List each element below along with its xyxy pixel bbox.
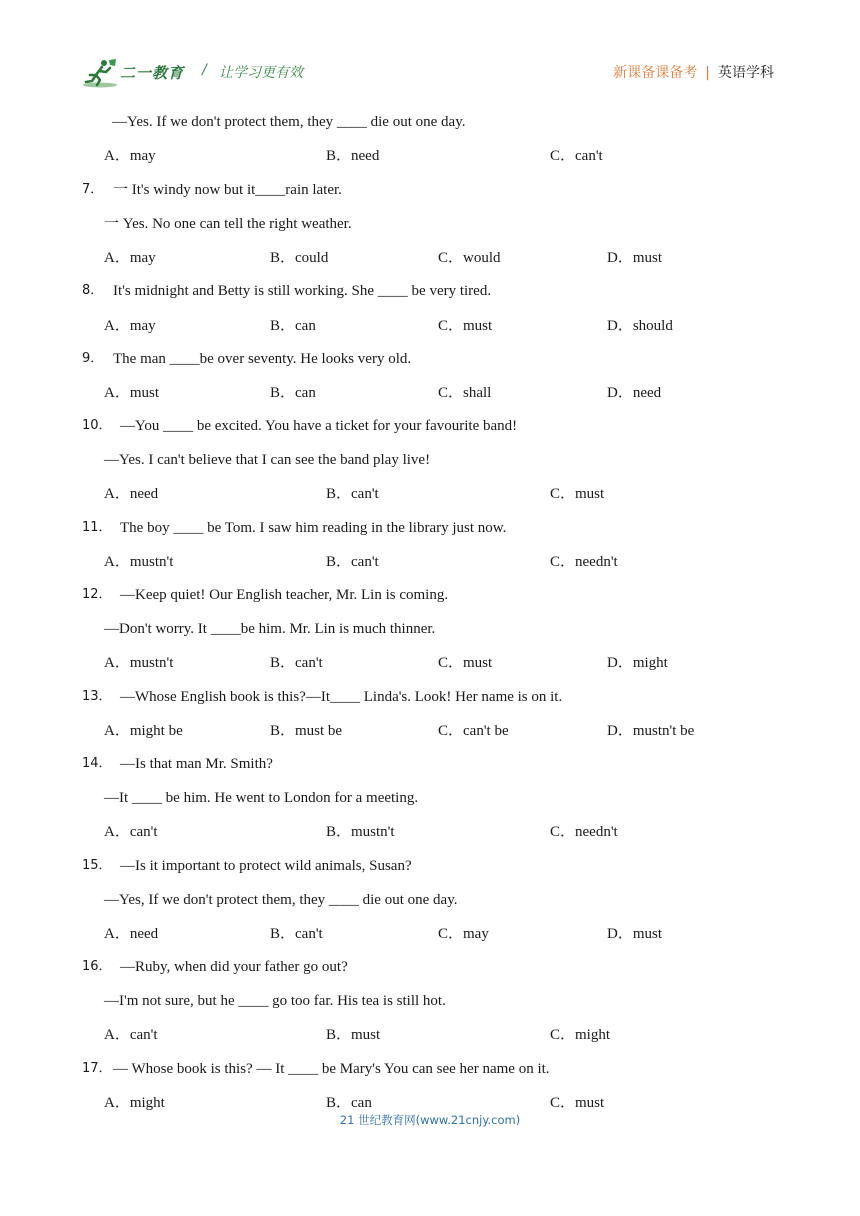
runner-logo-icon xyxy=(82,58,118,88)
option-c: C．must xyxy=(550,486,605,502)
option-b: B．must be xyxy=(270,723,343,739)
page-footer: 21 世纪教育网(www.21cnjy.com) xyxy=(339,1113,521,1127)
option-c: C．needn't xyxy=(550,554,618,570)
option-a: A．need xyxy=(104,486,159,502)
question-stem: —Ruby, when did your father go out? xyxy=(120,959,348,975)
option-d: D．might xyxy=(607,655,668,671)
question-stem: —Keep quiet! Our English teacher, Mr. Lin is coming. xyxy=(120,587,449,603)
option-b: B．can xyxy=(270,318,316,334)
option-a: A．need xyxy=(104,926,159,942)
option-c: C．shall xyxy=(438,385,492,401)
header-separator: | xyxy=(705,65,710,81)
option-d: D．must xyxy=(607,926,663,942)
option-a: A．mustn't xyxy=(104,554,174,570)
logo-text: 二一教育 xyxy=(120,64,185,82)
option-b: B．can't xyxy=(326,554,379,570)
question-number: 12． xyxy=(82,587,112,602)
question-stem: The boy ____ be Tom. I saw him reading in the library just now. xyxy=(120,520,507,536)
option-c: C．can't xyxy=(550,148,603,164)
option-a: A．can't xyxy=(104,824,158,840)
option-a: A．may xyxy=(104,148,156,164)
option-b: B．can't xyxy=(270,926,323,942)
header-subject: 英语学科 xyxy=(718,65,774,81)
option-a: A．mustn't xyxy=(104,655,174,671)
header-right xyxy=(613,62,774,82)
option-b: B．mustn't xyxy=(326,824,395,840)
question-number: 17． xyxy=(82,1061,112,1076)
question-stem: It's midnight and Betty is still working. She ____ be very tired. xyxy=(113,283,492,299)
question-number: 16． xyxy=(82,959,112,974)
question-stem: —I'm not sure, but he ____ go too far. His tea is still hot. xyxy=(104,993,446,1009)
option-a: A．may xyxy=(104,250,156,266)
question-stem: —Yes, If we don't protect them, they ____ die out one day. xyxy=(104,892,458,908)
option-b: B．could xyxy=(270,250,329,266)
option-a: A．might be xyxy=(104,723,183,739)
option-d: D．must xyxy=(607,250,663,266)
option-a: A．might xyxy=(104,1095,165,1111)
question-stem: 一 Yes. No one can tell the right weather. xyxy=(104,216,352,232)
question-stem: 一 It's windy now but it____rain later. xyxy=(113,182,342,198)
question-stem: —Is it important to protect wild animals, Susan? xyxy=(120,858,412,874)
header-slogan: 让学习更有效 xyxy=(219,65,303,81)
option-c: C．may xyxy=(438,926,489,942)
option-d: D．need xyxy=(607,385,662,401)
question-stem: —Yes. I can't believe that I can see the band play live! xyxy=(104,452,431,468)
question-number: 13． xyxy=(82,689,112,704)
option-b: B．must xyxy=(326,1027,381,1043)
option-b: B．can't xyxy=(270,655,323,671)
question-stem: The man ____be over seventy. He looks very old. xyxy=(113,351,412,367)
option-d: D．mustn't be xyxy=(607,723,695,739)
logo xyxy=(82,58,192,88)
question-number: 10． xyxy=(82,418,112,433)
option-a: A．may xyxy=(104,318,156,334)
option-b: B．can xyxy=(326,1095,372,1111)
option-b: B．can't xyxy=(326,486,379,502)
option-a: A．can't xyxy=(104,1027,158,1043)
question-stem: —Don't worry. It ____be him. Mr. Lin is much thinner. xyxy=(104,621,436,637)
question-number: 9． xyxy=(82,351,104,366)
question-stem: —Whose English book is this?—It____ Linda's. Look! Her name is on it. xyxy=(120,689,563,705)
question-number: 14． xyxy=(82,756,112,771)
option-c: C．would xyxy=(438,250,501,266)
question-stem: —It ____ be him. He went to London for a meeting. xyxy=(104,790,419,806)
question-number: 8． xyxy=(82,283,104,298)
option-b: B．need xyxy=(326,148,380,164)
question-number: 11． xyxy=(82,520,112,535)
option-c: C．might xyxy=(550,1027,611,1043)
option-c: C．needn't xyxy=(550,824,618,840)
question-stem: —Is that man Mr. Smith? xyxy=(120,756,273,772)
option-a: A．must xyxy=(104,385,160,401)
option-c: C．must xyxy=(550,1095,605,1111)
question-stem: —You ____ be excited. You have a ticket for your favourite band! xyxy=(120,418,518,434)
page-header xyxy=(82,52,774,92)
option-b: B．can xyxy=(270,385,316,401)
option-d: D．should xyxy=(607,318,673,334)
question-number: 15． xyxy=(82,858,112,873)
question-stem: — Whose book is this? — It ____ be Mary's You can see her name on it. xyxy=(113,1061,550,1077)
option-c: C．can't be xyxy=(438,723,509,739)
question-stem: —Yes. If we don't protect them, they ____ die out one day. xyxy=(112,114,466,130)
header-course: 新课备课备考 xyxy=(613,65,698,81)
option-c: C．must xyxy=(438,318,493,334)
option-c: C．must xyxy=(438,655,493,671)
slogan-divider: / xyxy=(202,62,207,78)
question-number: 7． xyxy=(82,182,104,197)
